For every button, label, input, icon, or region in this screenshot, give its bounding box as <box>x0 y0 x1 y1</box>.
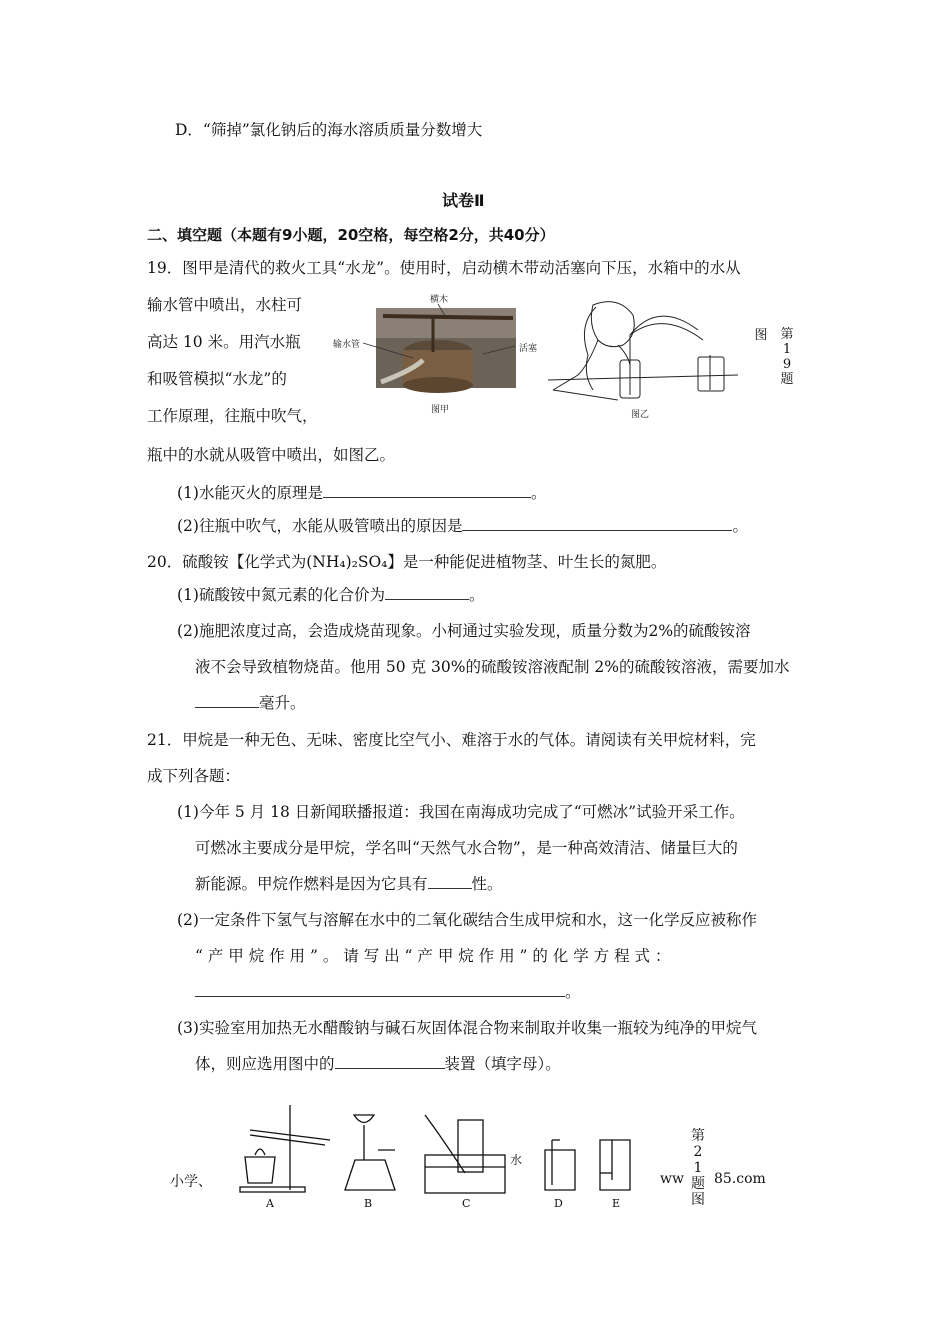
fig-label-d: D <box>554 1197 563 1210</box>
q21-part3-blank[interactable] <box>335 1054 445 1069</box>
q19-part2-end: 。 <box>732 517 748 535</box>
q20-part1-text: (1)硫酸铵中氮元素的化合价为 <box>177 586 385 604</box>
fig-label-a: A <box>266 1197 274 1210</box>
q19-line1: 19．图甲是清代的救火工具“水龙”。使用时，启动横木带动活塞向下压，水箱中的水从 <box>147 259 741 277</box>
q19-line6: 瓶中的水就从吸管中喷出，如图乙。 <box>147 446 396 464</box>
q21-part2-l3-end: 。 <box>565 983 581 1001</box>
q19-part2 <box>177 514 748 536</box>
q20-part2-l1: (2)施肥浓度过高，会造成烧苗现象。小柯通过实验发现，质量分数为2%的硫酸铵溶 <box>177 622 751 640</box>
q20-part2-blank[interactable] <box>195 693 259 708</box>
figure-yi <box>548 295 738 420</box>
q19-part1-end: 。 <box>530 484 547 502</box>
watermark-right: ww <box>660 1171 684 1187</box>
q21-part1-l2: 可燃冰主要成分是甲烷，学名叫“天然气水合物”，是一种高效清洁、储量巨大的 <box>195 839 738 857</box>
q21-part2-l2: “ 产 甲 烷 作 用 ” 。 请 写 出 “ 产 甲 烷 作 用 ” 的 化 学 方 程 式 ： <box>195 947 671 965</box>
option-d: D．“筛掉”氯化钠后的海水溶质质量分数增大 <box>175 121 483 139</box>
q19-part1 <box>177 481 546 503</box>
label-shuguan: 输水管 <box>333 340 361 350</box>
q20-part1 <box>177 583 484 605</box>
q21-part3-l2 <box>195 1052 561 1074</box>
q19-fig-side-b: 第19题 <box>780 327 794 387</box>
label-huosai: 活塞 <box>519 344 538 354</box>
q19-fig-side-a: 图 <box>754 328 768 343</box>
q21-part1-l3-end: 性。 <box>471 875 503 893</box>
watermark-left: 小学、 <box>170 1174 212 1190</box>
q21-fig-side: 第21题图 <box>691 1128 705 1208</box>
q21-part2-blank[interactable] <box>195 982 565 997</box>
q19-part1-blank[interactable] <box>323 483 531 498</box>
q21-part1-blank[interactable] <box>428 874 472 889</box>
q19-line3: 高达 10 米。用汽水瓶 <box>147 333 301 351</box>
q19-part1-text: (1)水能灭火的原理是 <box>177 484 323 502</box>
q21-part1-l3 <box>195 872 503 894</box>
section-heading: 二、填空题（本题有9小题，20空格，每空格2分，共40分） <box>147 226 555 244</box>
q21-part1-l1: (1)今年 5 月 18 日新闻联播报道：我国在南海成功完成了“可燃冰”试验开采工作。 <box>177 803 745 821</box>
q19-line5: 工作原理，往瓶中吹气， <box>147 407 318 425</box>
q19-line4: 和吸管模拟“水龙”的 <box>147 370 287 388</box>
q20-part2-l3-text: 毫升。 <box>259 694 306 712</box>
q20-part1-blank[interactable] <box>385 585 469 600</box>
q21-part3-l1: (3)实验室用加热无水醋酸钠与碱石灰固体混合物来制取并收集一瓶较为纯净的甲烷气 <box>177 1019 757 1037</box>
q19-part2-blank[interactable] <box>462 516 732 531</box>
fig-label-b: B <box>364 1197 373 1210</box>
watermark-right2: 85.com <box>714 1171 766 1187</box>
q20-part2-l3 <box>195 691 306 713</box>
q20-part1-end: 。 <box>468 586 485 604</box>
q21-part3-l2-text: 体，则应选用图中的 <box>195 1055 335 1073</box>
paper-title: 试卷Ⅱ <box>442 191 485 210</box>
caption-yi: 图乙 <box>631 410 650 420</box>
q21-part2-l3 <box>195 980 581 1002</box>
q21-part2-l1: (2)一定条件下氢气与溶解在水中的二氧化碳结合生成甲烷和水，这一化学反应被称作 <box>177 911 757 929</box>
caption-jia: 图甲 <box>431 405 450 415</box>
fig-label-water: 水 <box>510 1153 523 1167</box>
label-hengmu: 横木 <box>430 295 449 305</box>
q21-line1: 21．甲烷是一种无色、无味、密度比空气小、难溶于水的气体。请阅读有关甲烷材料，完 <box>147 731 756 749</box>
q19-line2: 输水管中喷出，水柱可 <box>147 296 303 314</box>
figure-q21-apparatus <box>230 1095 670 1215</box>
q21-part1-l3-text: 新能源。甲烷作燃料是因为它具有 <box>195 875 428 893</box>
q19-part2-text: (2)往瓶中吹气，水能从吸管喷出的原因是 <box>177 517 463 535</box>
q20-part2-l2: 液不会导致植物烧苗。他用 50 克 30%的硫酸铵溶液配制 2%的硫酸铵溶液，需要加水 <box>195 658 790 676</box>
figure-jia <box>333 290 548 420</box>
q20-line1: 20．硫酸铵【化学式为(NH₄)₂SO₄】是一种能促进植物茎、叶生长的氮肥。 <box>147 553 667 571</box>
q21-part3-l2-end: 装置（填字母）。 <box>444 1055 561 1073</box>
fig-label-c: C <box>462 1197 471 1210</box>
fig-label-e: E <box>612 1197 621 1210</box>
q21-line2: 成下列各题： <box>147 767 241 785</box>
